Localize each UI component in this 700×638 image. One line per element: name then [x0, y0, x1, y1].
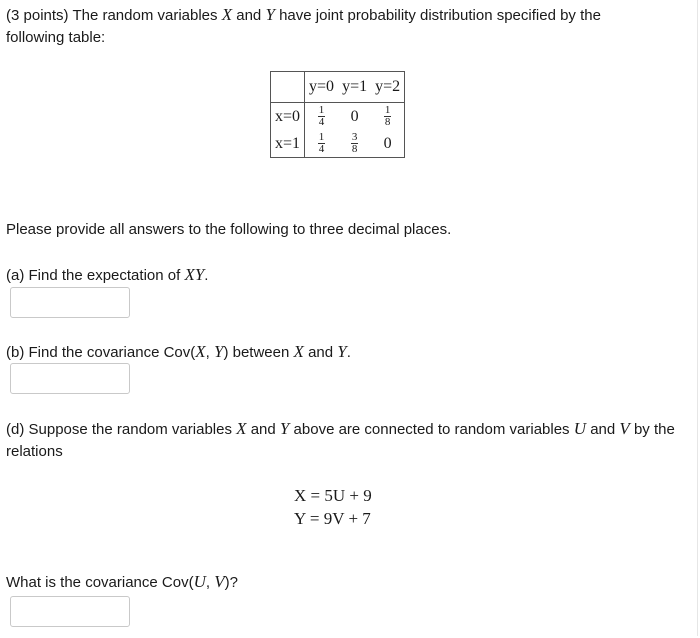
col-header: y=0 [305, 72, 339, 103]
var-y: Y [265, 5, 275, 24]
intro-rest: have joint probability distribution specified by the following table: [6, 7, 601, 46]
answer-b-input[interactable] [10, 363, 130, 394]
part-d-prompt: (d) Suppose the random variables X and Y above are connected to random variables U and V by the relations [6, 419, 675, 460]
table-cell [371, 103, 405, 131]
fraction: $\frac{1}{8}$ [384, 104, 391, 128]
table-row [271, 103, 405, 131]
table-cell [305, 103, 339, 131]
relations-equations [270, 484, 420, 530]
row-header: x=1 [271, 130, 305, 158]
question-intro [6, 4, 656, 49]
equation-y: Y = 9V + 7 [294, 509, 371, 528]
col-header: y=1 [338, 72, 371, 103]
corner-cell [271, 72, 305, 103]
part-a-prompt: (a) Find the expectation of XY. [6, 265, 209, 284]
points-label: (3 points) [6, 7, 69, 24]
fraction: $\frac{1}{4}$ [318, 131, 325, 155]
intro-text: The random variables [72, 7, 218, 24]
answer-d-input[interactable] [10, 596, 130, 627]
fraction: $\frac{1}{4}$ [318, 104, 325, 128]
instructions: Please provide all answers to the following to three decimal places. [6, 221, 452, 238]
table-cell [338, 130, 371, 158]
expr-xy: XY [184, 265, 205, 284]
col-header: y=2 [371, 72, 405, 103]
var-x: X [221, 5, 233, 24]
table-cell [305, 130, 339, 158]
equation-x: X = 5U + 9 [294, 486, 372, 505]
table-row [271, 130, 405, 158]
row-header: x=0 [271, 103, 305, 131]
fraction: $\frac{3}{8}$ [351, 131, 358, 155]
part-d-question: What is the covariance Cov(U, V)? [6, 572, 238, 591]
part-b-prompt: (b) Find the covariance Cov(X, Y) between X and Y. [6, 342, 351, 361]
intro-and: and [236, 7, 262, 24]
table-cell: 0 [350, 107, 359, 125]
answer-a-input[interactable] [10, 287, 130, 318]
table-header-row [271, 72, 405, 103]
joint-distribution-table [270, 71, 405, 158]
table-cell: 0 [383, 134, 392, 152]
